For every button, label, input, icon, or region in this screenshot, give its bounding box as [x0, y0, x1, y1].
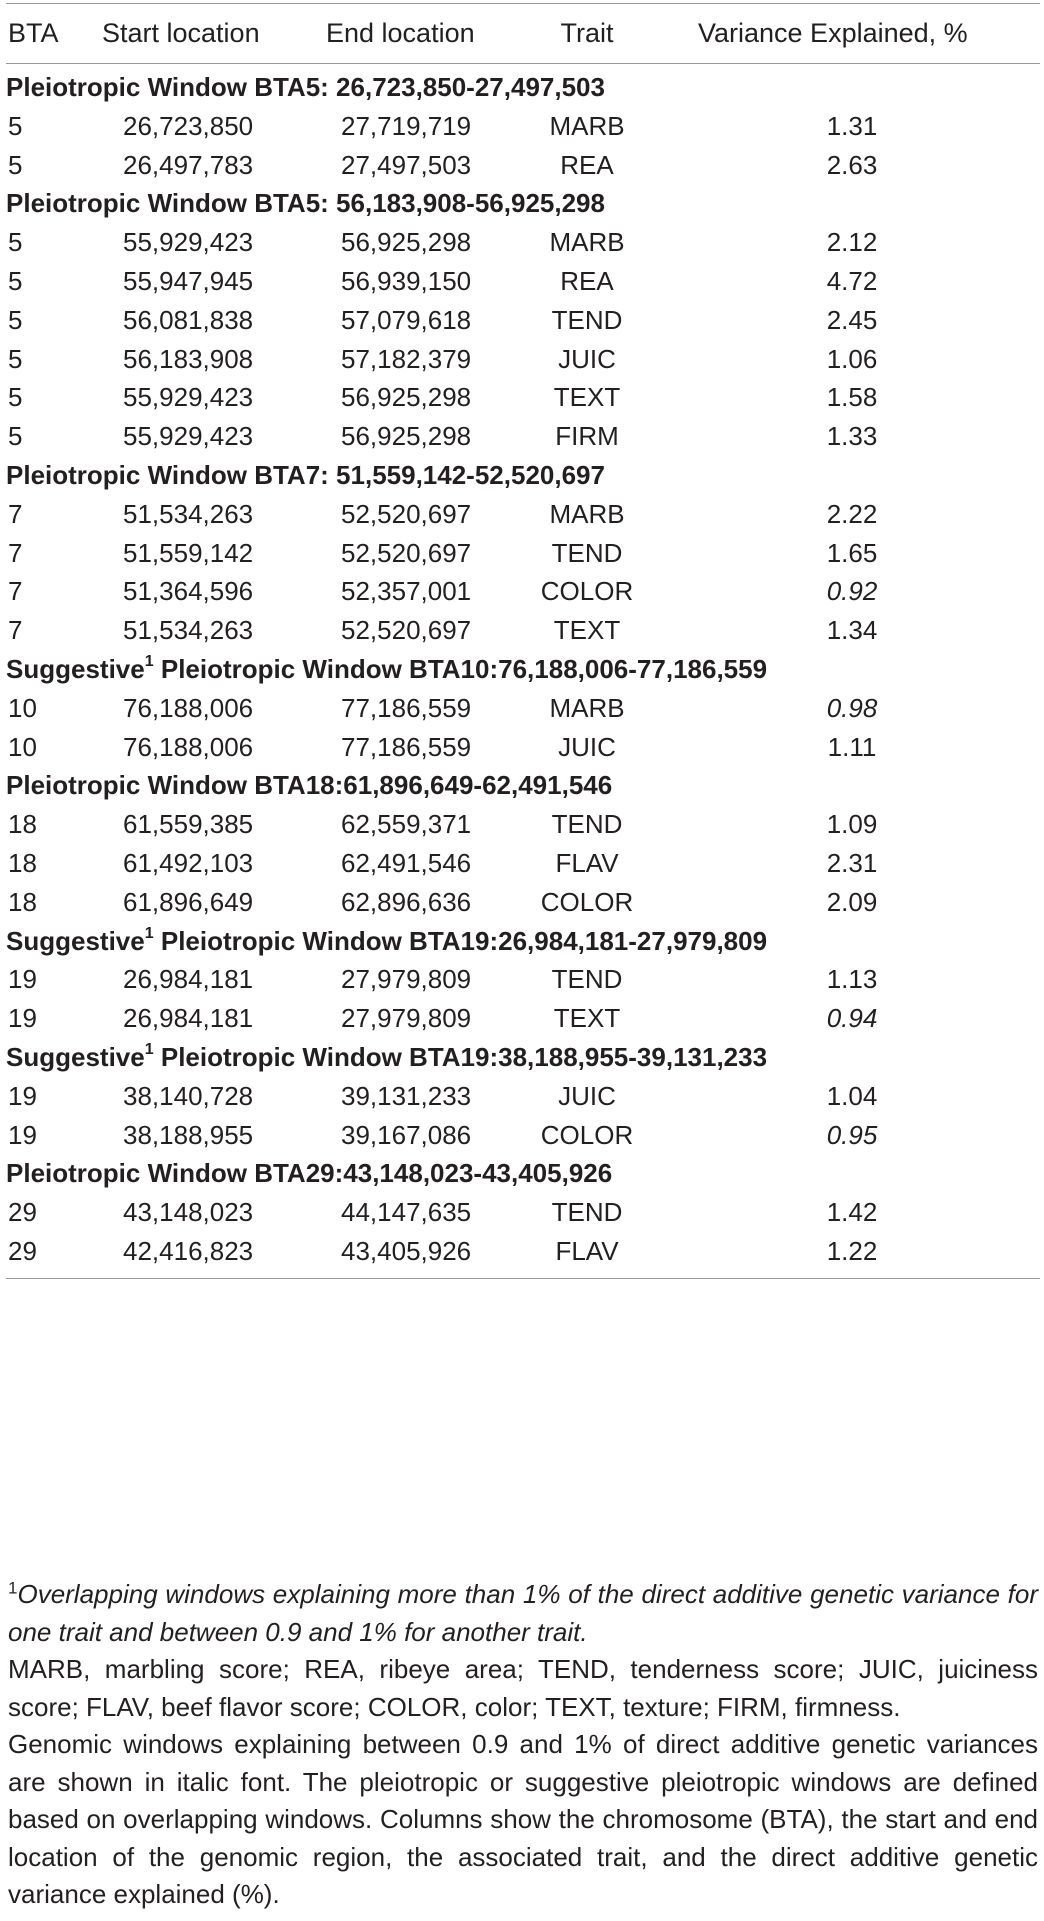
cell-end-location: 56,925,298: [341, 227, 472, 258]
section-prefix: Suggestive: [6, 925, 145, 956]
cell-trait: COLOR: [540, 886, 634, 917]
cell-bta: 29: [8, 1197, 37, 1228]
cell-bta: 5: [8, 343, 23, 374]
cell-end-location: 27,497,503: [341, 149, 472, 180]
cell-end-location: 27,719,719: [341, 110, 472, 141]
table-row: [0, 1228, 1044, 1275]
footnote-description: Genomic windows explaining between 0.9 and 1% of direct additive genetic variances are shown in italic font. The pleiotropic or suggestive pleiotropic windows are defined based on overlapping windows. Columns show the chromosome (BTA), the start and end location of the genomic region, the associated trait, and the direct additive genetic variance explained (%).: [8, 1729, 1038, 1909]
cell-end-location: 62,896,636: [341, 886, 472, 917]
cell-start-location: 61,559,385: [123, 809, 254, 840]
cell-variance-explained: 1.33: [826, 421, 878, 452]
cell-start-location: 51,534,263: [123, 615, 254, 646]
cell-trait: MARB: [549, 498, 625, 529]
cell-end-location: 52,357,001: [341, 576, 472, 607]
cell-variance-explained: 1.22: [826, 1236, 878, 1266]
cell-trait: COLOR: [540, 576, 634, 607]
cell-start-location: 51,364,596: [123, 576, 254, 607]
cell-variance-explained: 1.04: [826, 1080, 878, 1111]
cell-bta: 19: [8, 1080, 37, 1111]
cell-bta: 29: [8, 1236, 37, 1266]
cell-trait: TEXT: [553, 615, 621, 646]
cell-variance-explained: 1.42: [826, 1197, 878, 1228]
cell-bta: 7: [8, 615, 23, 646]
cell-trait: TEND: [551, 809, 623, 840]
cell-end-location: 56,925,298: [341, 421, 472, 452]
cell-variance-explained: 1.34: [826, 615, 878, 646]
cell-variance-explained: 4.72: [826, 266, 878, 296]
cell-start-location: 55,929,423: [123, 382, 254, 413]
cell-trait: FLAV: [555, 848, 619, 878]
cell-start-location: 51,534,263: [123, 498, 254, 529]
section-prefix: Suggestive: [6, 1042, 145, 1072]
cell-end-location: 57,182,379: [341, 343, 472, 374]
cell-trait: JUIC: [558, 731, 616, 762]
cell-start-location: 51,559,142: [123, 537, 254, 568]
cell-end-location: 52,520,697: [341, 537, 472, 568]
cell-trait: REA: [560, 149, 614, 180]
cell-start-location: 26,497,783: [123, 149, 254, 180]
cell-variance-explained: 1.09: [826, 809, 878, 840]
cell-bta: 19: [8, 964, 37, 995]
cell-variance-explained: 2.45: [826, 304, 878, 335]
footnote-marker: 1: [144, 924, 154, 942]
cell-bta: 19: [8, 1003, 37, 1034]
cell-trait: JUIC: [558, 1080, 616, 1111]
section-title: Pleiotropic Window BTA7: 51,559,142-52,520,697: [6, 460, 605, 490]
cell-trait: MARB: [549, 692, 625, 723]
bottom-rule: [6, 1278, 1040, 1279]
cell-end-location: 39,167,086: [341, 1119, 472, 1150]
cell-variance-explained: 2.63: [826, 149, 878, 180]
cell-bta: 7: [8, 576, 23, 607]
section-title: Pleiotropic Window BTA18:61,896,649-62,491,546: [6, 770, 613, 801]
cell-trait: FLAV: [555, 1236, 619, 1266]
footnote-1-text: Overlapping windows explaining more than 1% of the direct additive genetic variance for one trait and between 0.9 and 1% for another trait.: [8, 1579, 1038, 1647]
header-start-location: Start location: [102, 18, 260, 48]
cell-bta: 5: [8, 266, 23, 296]
cell-variance-explained: 2.09: [826, 886, 878, 917]
top-rule: [6, 3, 1040, 4]
cell-end-location: 43,405,926: [341, 1236, 472, 1266]
header-bta: BTA: [8, 18, 59, 48]
header-end-location: End location: [326, 18, 475, 48]
footnote-abbreviations: MARB, marbling score; REA, ribeye area; TEND, tenderness score; JUIC, juiciness score; FLAV, beef flavor score; COLOR, color; TEXT, texture; FIRM, firmness.: [8, 1654, 1038, 1722]
cell-variance-explained: 1.31: [826, 110, 878, 141]
section-title: Pleiotropic Window BTA29:43,148,023-43,405,926: [6, 1158, 613, 1189]
cell-bta: 19: [8, 1119, 37, 1150]
table-header: [0, 10, 1044, 57]
cell-variance-explained: 1.06: [826, 343, 878, 374]
header-variance-explained: Variance Explained, %: [698, 18, 968, 48]
cell-variance-explained: 1.11: [827, 731, 877, 762]
cell-bta: 5: [8, 382, 23, 413]
footnote-marker: 1: [8, 1578, 18, 1598]
cell-start-location: 76,188,006: [123, 731, 254, 762]
cell-start-location: 26,984,181: [123, 964, 254, 995]
cell-trait: TEXT: [553, 382, 621, 413]
cell-end-location: 56,939,150: [341, 266, 472, 296]
cell-bta: 18: [8, 809, 37, 840]
cell-start-location: 76,188,006: [123, 692, 254, 723]
cell-trait: TEND: [551, 964, 623, 995]
cell-trait: MARB: [549, 227, 625, 258]
section-title: Pleiotropic Window BTA19:38,188,955-39,131,233: [153, 1042, 768, 1072]
footnote-1: [8, 1576, 1038, 1651]
cell-start-location: 42,416,823: [123, 1236, 254, 1266]
cell-trait: REA: [560, 266, 614, 296]
cell-trait: TEND: [551, 304, 623, 335]
cell-variance-explained: 2.12: [826, 227, 878, 258]
cell-trait: FIRM: [555, 421, 619, 452]
cell-end-location: 44,147,635: [341, 1197, 472, 1228]
cell-bta: 10: [8, 731, 37, 762]
cell-variance-explained: 0.95: [826, 1119, 878, 1150]
cell-start-location: 55,947,945: [123, 266, 254, 296]
cell-start-location: 38,188,955: [123, 1119, 254, 1150]
cell-bta: 5: [8, 304, 23, 335]
cell-end-location: 57,079,618: [341, 304, 472, 335]
cell-end-location: 27,979,809: [341, 964, 472, 995]
section-title: Pleiotropic Window BTA5: 26,723,850-27,497,503: [6, 72, 605, 102]
cell-end-location: 56,925,298: [341, 382, 472, 413]
footnote-marker: 1: [144, 1041, 154, 1059]
footnote-marker: 1: [144, 653, 154, 671]
cell-variance-explained: 1.58: [826, 382, 878, 413]
cell-trait: TEXT: [553, 1003, 621, 1034]
cell-start-location: 56,183,908: [123, 343, 254, 374]
cell-bta: 7: [8, 498, 23, 529]
cell-start-location: 43,148,023: [123, 1197, 254, 1228]
cell-trait: TEND: [551, 1197, 623, 1228]
cell-trait: MARB: [549, 110, 625, 141]
section-title: Pleiotropic Window BTA5: 56,183,908-56,925,298: [6, 188, 605, 219]
cell-variance-explained: 2.22: [826, 498, 878, 529]
cell-bta: 5: [8, 149, 23, 180]
section-prefix: Suggestive: [6, 654, 145, 684]
cell-trait: JUIC: [558, 343, 616, 374]
cell-end-location: 77,186,559: [341, 692, 472, 723]
header-trait: Trait: [560, 18, 614, 48]
cell-end-location: 39,131,233: [341, 1080, 472, 1111]
table-footnotes: [8, 1576, 1038, 1914]
cell-end-location: 62,491,546: [341, 848, 472, 878]
cell-end-location: 62,559,371: [341, 809, 472, 840]
cell-start-location: 38,140,728: [123, 1080, 254, 1111]
cell-start-location: 55,929,423: [123, 227, 254, 258]
cell-end-location: 77,186,559: [341, 731, 472, 762]
cell-variance-explained: 0.98: [826, 692, 878, 723]
cell-end-location: 52,520,697: [341, 615, 472, 646]
cell-end-location: 52,520,697: [341, 498, 472, 529]
cell-bta: 18: [8, 886, 37, 917]
cell-start-location: 26,984,181: [123, 1003, 254, 1034]
cell-bta: 5: [8, 227, 23, 258]
cell-variance-explained: 0.92: [826, 576, 878, 607]
cell-bta: 5: [8, 421, 23, 452]
cell-variance-explained: 1.13: [826, 964, 878, 995]
cell-start-location: 55,929,423: [123, 421, 254, 452]
section-title: Pleiotropic Window BTA19:26,984,181-27,979,809: [153, 925, 768, 956]
cell-bta: 7: [8, 537, 23, 568]
cell-variance-explained: 2.31: [826, 848, 878, 878]
section-title: Pleiotropic Window BTA10:76,188,006-77,186,559: [153, 654, 768, 684]
cell-variance-explained: 0.94: [826, 1003, 878, 1034]
cell-bta: 18: [8, 848, 37, 878]
cell-end-location: 27,979,809: [341, 1003, 472, 1034]
cell-variance-explained: 1.65: [826, 537, 878, 568]
cell-start-location: 61,896,649: [123, 886, 254, 917]
cell-start-location: 56,081,838: [123, 304, 254, 335]
cell-trait: COLOR: [540, 1119, 634, 1150]
cell-bta: 5: [8, 110, 23, 141]
cell-trait: TEND: [551, 537, 623, 568]
cell-start-location: 26,723,850: [123, 110, 254, 141]
cell-start-location: 61,492,103: [123, 848, 254, 878]
cell-bta: 10: [8, 692, 37, 723]
